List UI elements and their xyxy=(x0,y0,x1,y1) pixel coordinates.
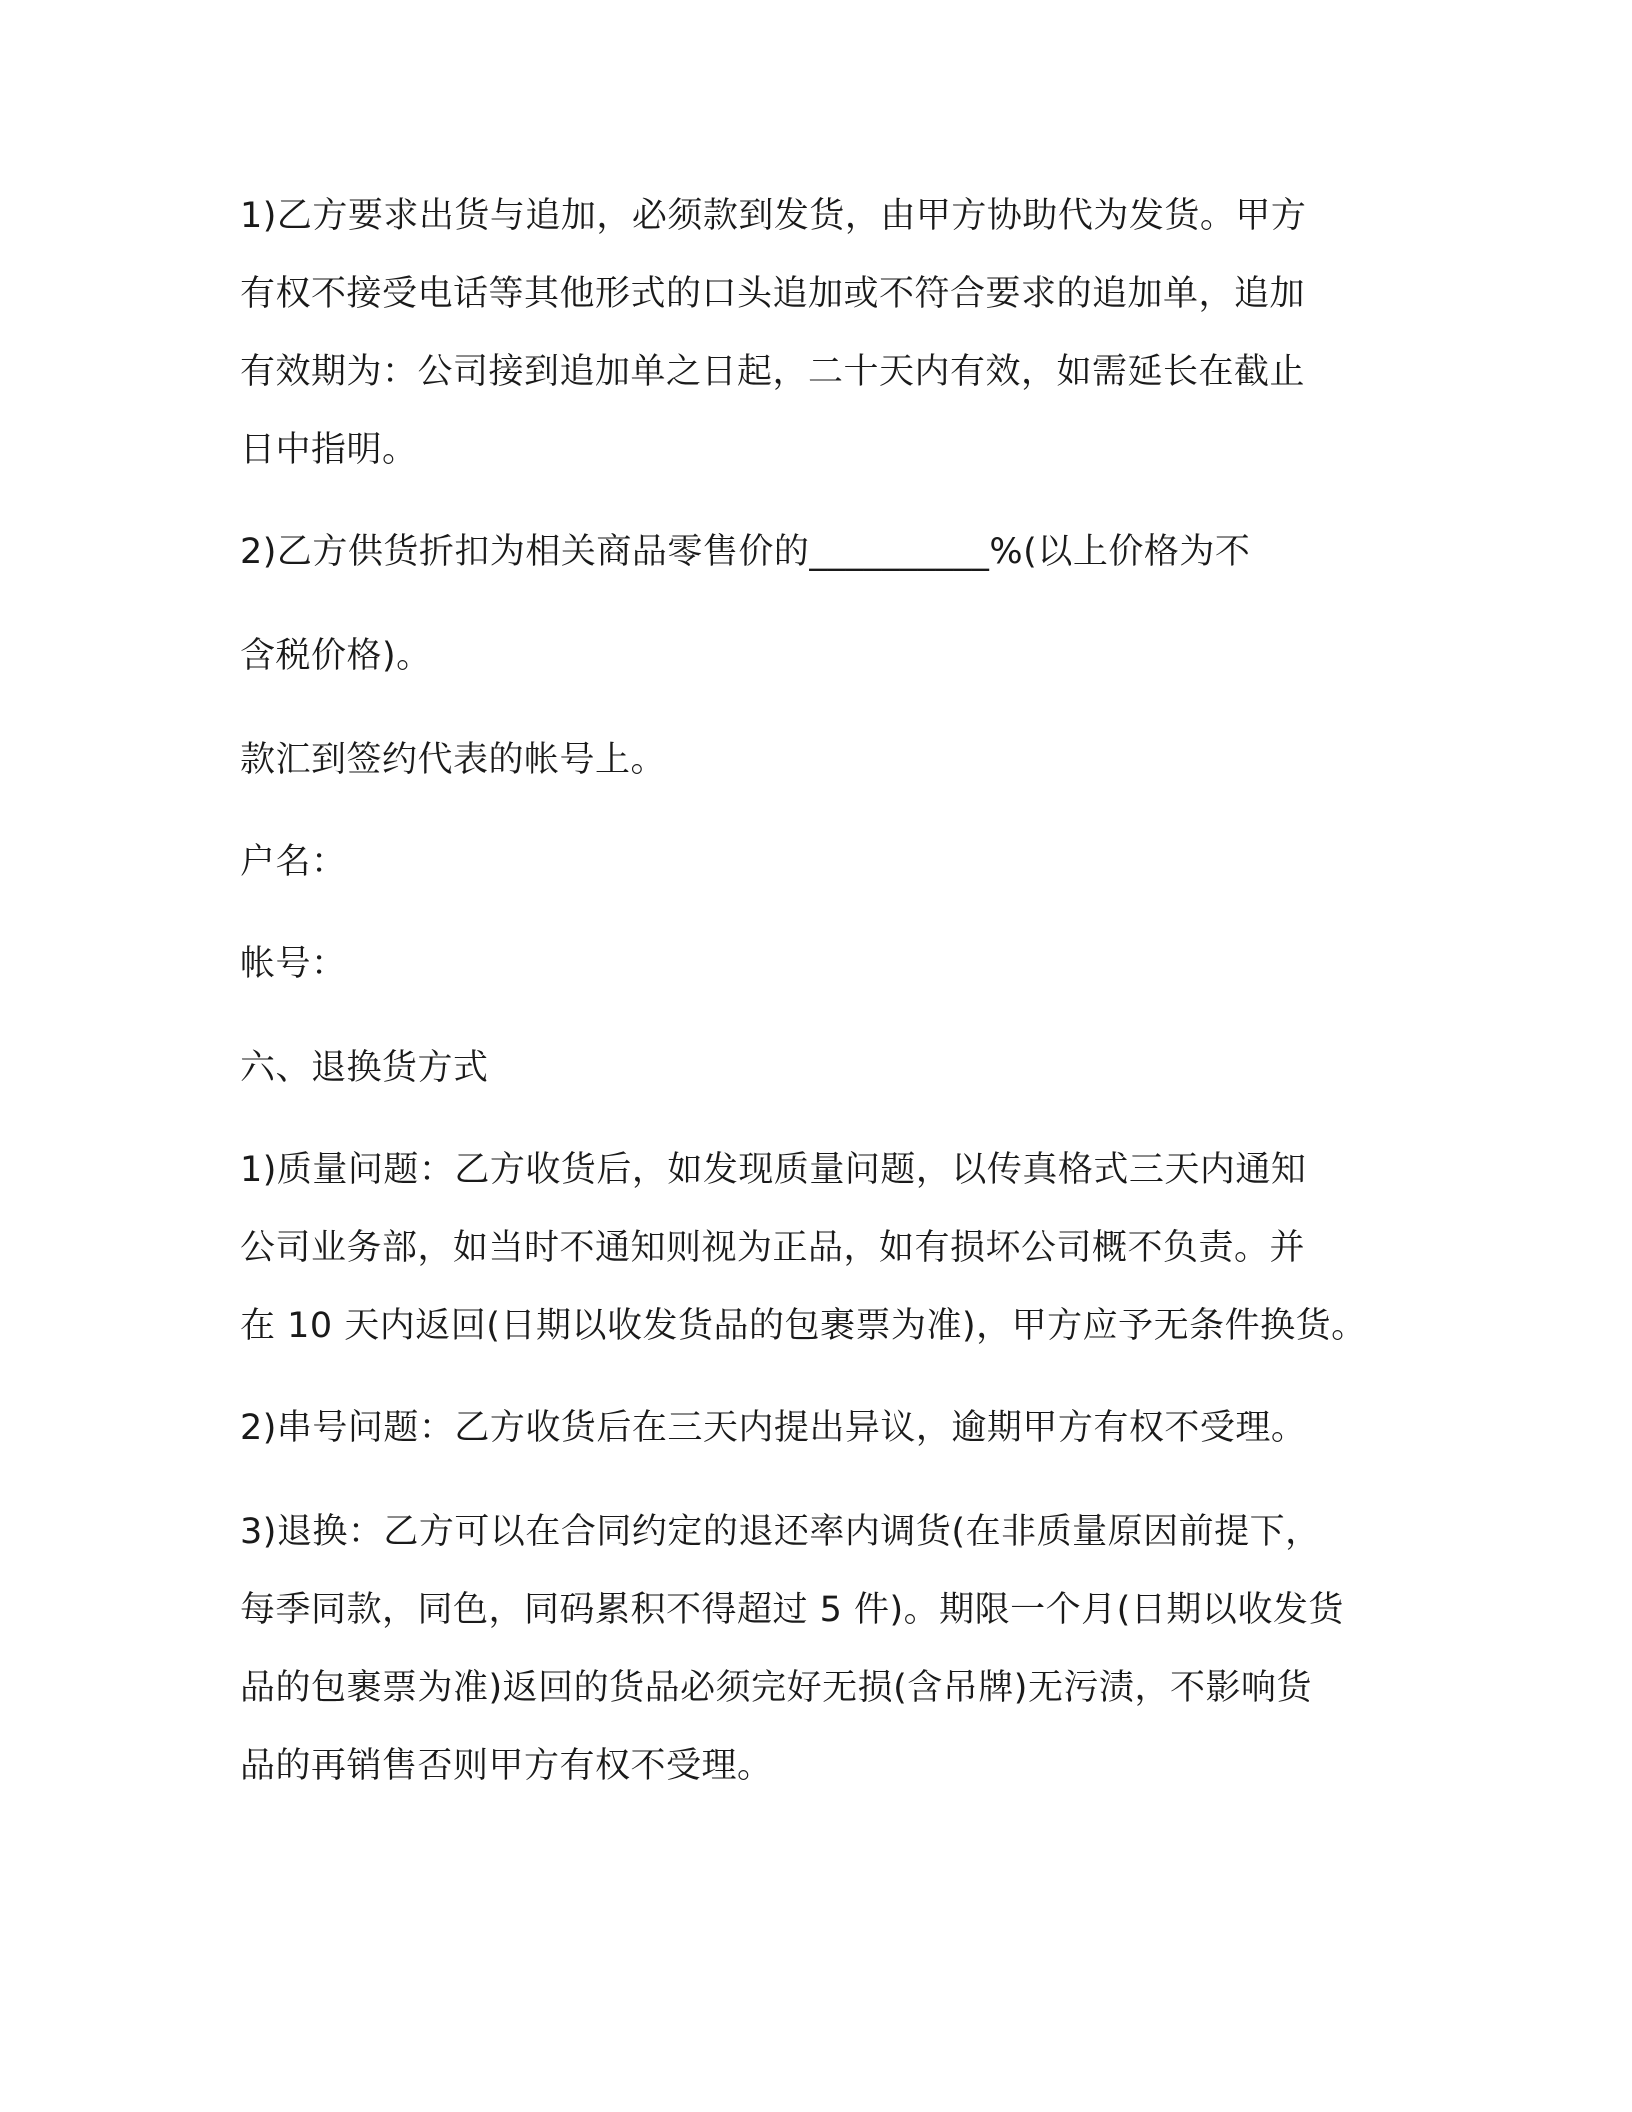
text-line: 品的包裹票为准)返回的货品必须完好无损(含吊牌)无污渍，不影响货 xyxy=(240,1668,1312,1708)
text-line: 有效期为：公司接到追加单之日起，二十天内有效，如需延长在截止 xyxy=(240,352,1306,392)
section-heading: 六、退换货方式 xyxy=(240,1048,489,1088)
text-line: 3)退换：乙方可以在合同约定的退还率内调货(在非质量原因前提下， xyxy=(240,1512,1321,1552)
text-line: 户名： xyxy=(240,842,347,882)
text-line: 公司业务部，如当时不通知则视为正品，如有损坏公司概不负责。并 xyxy=(240,1228,1306,1268)
text-line: 1)质量问题：乙方收货后，如发现质量问题，以传真格式三天内通知 xyxy=(240,1150,1307,1190)
text-line: 帐号： xyxy=(240,944,347,984)
text-line: 有权不接受电话等其他形式的口头追加或不符合要求的追加单，追加 xyxy=(240,274,1306,314)
text-line: 2)乙方供货折扣为相关商品零售价的__________%(以上价格为不 xyxy=(240,532,1251,572)
text-line: 在 10 天内返回(日期以收发货品的包裹票为准)，甲方应予无条件换货。 xyxy=(240,1306,1367,1346)
text-line: 日中指明。 xyxy=(240,430,418,470)
text-line: 2)串号问题：乙方收货后在三天内提出异议，逾期甲方有权不受理。 xyxy=(240,1408,1307,1448)
text-line: 每季同款，同色，同码累积不得超过 5 件)。期限一个月(日期以收发货 xyxy=(240,1590,1344,1630)
text-line: 品的再销售否则甲方有权不受理。 xyxy=(240,1746,773,1786)
text-line: 款汇到签约代表的帐号上。 xyxy=(240,740,667,780)
text-line: 含税价格)。 xyxy=(240,636,432,676)
text-line: 1)乙方要求出货与追加，必须款到发货，由甲方协助代为发货。甲方 xyxy=(240,196,1307,236)
